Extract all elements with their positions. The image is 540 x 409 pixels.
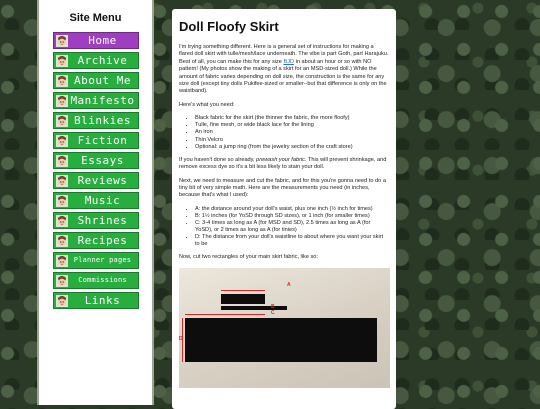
list-item: • C: 3-4 times as long as A (for MSD and SD), 2.5 times as long as A (for YoSD), or 2 times as long as A (for tinies) [195, 220, 389, 234]
menu-item-planner-pages[interactable] [53, 252, 139, 269]
bjd-link[interactable]: BJD [283, 58, 295, 65]
article-title: Doll Floofy Skirt [179, 19, 279, 34]
menu-item-music[interactable] [53, 192, 139, 209]
label-d: D [179, 335, 183, 342]
label-a: A [287, 281, 291, 288]
menu-item-label: Blinkies [74, 114, 131, 127]
menu-item-label: Archive [77, 54, 128, 67]
rectangle-c [185, 318, 377, 362]
menu-item-commissions[interactable] [53, 272, 139, 289]
fabric-rectangles-photo [179, 268, 390, 388]
list-item: • D: The distance from your doll's waistline to about where you want your skirt to be [195, 234, 389, 248]
menu-item-label: Essays [81, 154, 124, 167]
menu-item-label: Recipes [77, 234, 128, 247]
measurements-list [179, 206, 389, 249]
list-item: • A: the distance around your doll's waist, plus one inch (½ inch for times) [195, 206, 389, 213]
menu-item-manifesto[interactable] [53, 92, 139, 109]
intro-paragraph: I'm trying something different. Here is a general set of instructions for making a flared doll skirt with tulle/mesh/lace underneath. The vibe is part Goth, part Harajuku. Best of all, you can make this for any size BJD in about an hour or so with NO pattern! (My photos show the making of a skirt for an MSD-sized doll.) While the amount of fabric varies depending on doll size, the construction is the same for any size doll (except tiny dolls Pukifee-sized or smaller--but that difference is only on the waistband). [179, 44, 389, 95]
menu-item-label: Commissions [78, 276, 127, 284]
face-icon [56, 155, 68, 167]
rectangle-a [221, 294, 265, 304]
face-icon [56, 235, 68, 247]
face-icon [56, 195, 68, 207]
menu-item-shrines[interactable] [53, 212, 139, 229]
face-icon [56, 255, 68, 267]
prewash-paragraph: If you haven't done so already, prewash your fabric. This will prevent shrinkage, and remove excess dye so it's a bit less likely to stain your doll. [179, 156, 387, 171]
face-icon [56, 275, 68, 287]
menu-item-label: Music [84, 194, 121, 207]
list-item: • Optional: a jump ring (from the jewelry section of the craft store) [195, 144, 389, 151]
face-icon [56, 115, 68, 127]
face-icon [56, 35, 68, 47]
menu-item-fiction[interactable] [53, 132, 139, 149]
face-icon [56, 55, 68, 67]
face-icon [56, 135, 68, 147]
menu-item-label: About Me [74, 74, 131, 87]
list-item: • Tulle, fine mesh, or wide black lace for the lining [195, 122, 389, 129]
menu-item-recipes[interactable] [53, 232, 139, 249]
list-item: • Black fabric for the skirt (the thinner the fabric, the more floofy) [195, 115, 389, 122]
materials-list [179, 115, 389, 150]
site-menu [39, 32, 152, 312]
cut-paragraph: Now, cut two rectangles of your main skirt fabric, like so: [179, 254, 318, 261]
menu-item-label: Links [84, 294, 121, 307]
menu-item-label: Home [88, 34, 117, 47]
need-heading: Here's what you need: [179, 101, 235, 108]
rectangle-b [221, 303, 287, 310]
menu-item-essays[interactable] [53, 152, 139, 169]
label-b: B [271, 303, 275, 310]
menu-item-blinkies[interactable] [53, 112, 139, 129]
label-c: C [271, 309, 275, 316]
face-icon [56, 295, 68, 307]
menu-item-label: Manifesto [70, 94, 135, 107]
menu-item-links[interactable] [53, 292, 139, 309]
menu-item-label: Planner pages [73, 256, 132, 264]
face-icon [56, 95, 68, 107]
list-item: • Thin Velcro [195, 137, 389, 144]
site-menu-title: Site Menu [69, 12, 122, 24]
face-icon [56, 215, 68, 227]
menu-item-archive[interactable] [53, 52, 139, 69]
menu-item-label: Reviews [77, 174, 128, 187]
measure-paragraph: Next, we need to measure and cut the fabric, and for this you're gonna need to do a tiny bit of very simple math. Here are the measurements you need (in inches, because that's what I used): [179, 177, 386, 199]
article-panel [172, 9, 396, 409]
menu-item-home[interactable] [53, 32, 139, 49]
menu-item-label: Fiction [77, 134, 128, 147]
measure-line-a [221, 290, 265, 291]
site-menu-sidebar [37, 0, 154, 405]
menu-item-reviews[interactable] [53, 172, 139, 189]
menu-item-about-me[interactable] [53, 72, 139, 89]
list-item: • B: 1½ inches (for YoSD through SD sizes), or 1 inch (for smaller times) [195, 213, 389, 220]
face-icon [56, 75, 68, 87]
list-item: • An iron [195, 129, 389, 136]
face-icon [56, 175, 68, 187]
menu-item-label: Shrines [77, 214, 128, 227]
measure-line-c [185, 314, 265, 315]
